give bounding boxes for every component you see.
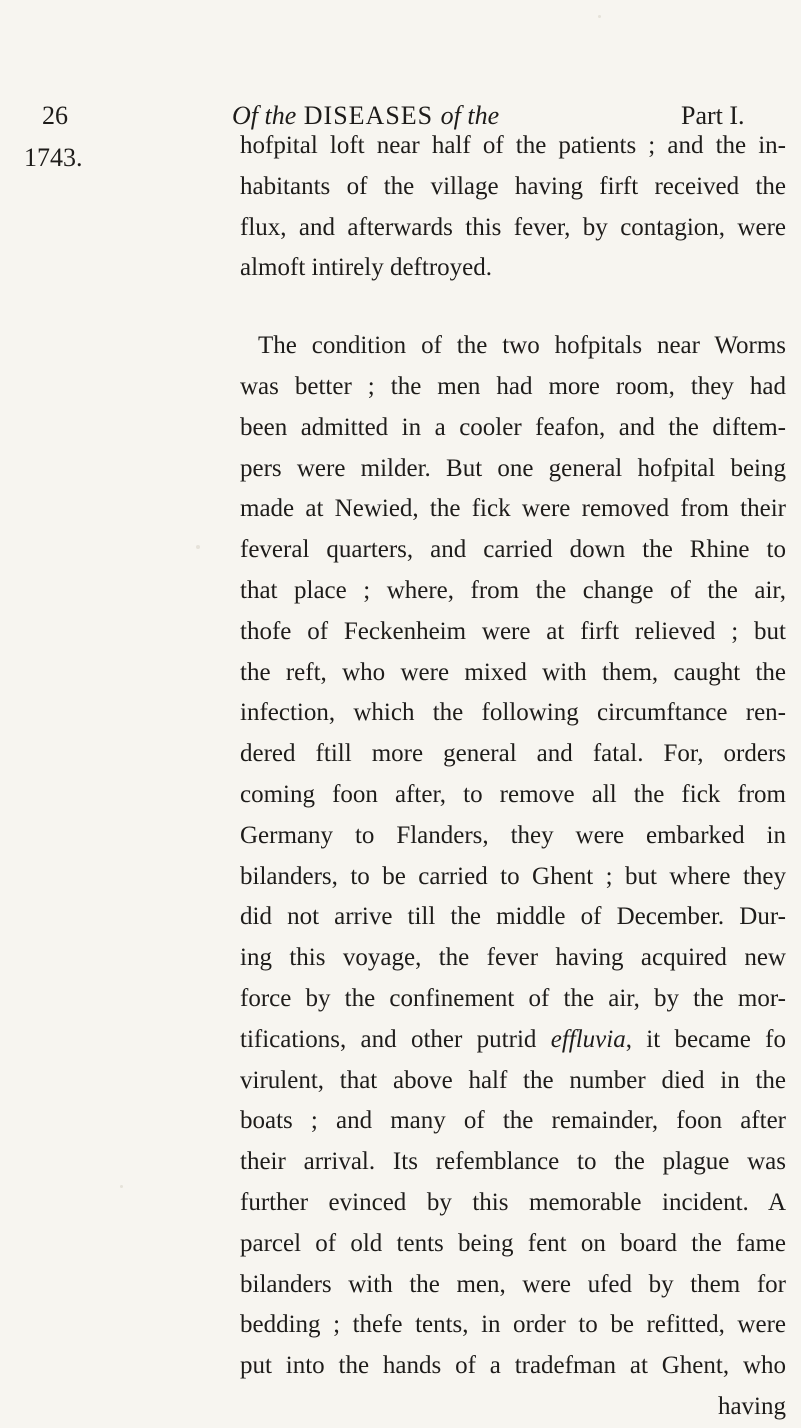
text-line: their arrival. Its refemblance to the plague was bbox=[240, 1148, 786, 1176]
text-line: feveral quarters, and carried down the Rhine to bbox=[240, 536, 786, 564]
text-line: Germany to Flanders, they were embarked in bbox=[240, 821, 786, 849]
paper-speck bbox=[196, 545, 200, 549]
paper-speck bbox=[598, 15, 601, 18]
paragraph-2 bbox=[240, 326, 786, 1387]
text-line: force by the confinement of the air, by the mor- bbox=[240, 984, 786, 1012]
margin-year: 1743. bbox=[24, 143, 83, 172]
text-line: bilanders with the men, were ufed by them for bbox=[240, 1270, 786, 1298]
paper-speck bbox=[120, 1185, 123, 1188]
text-line: the reft, who were mixed with them, caught the bbox=[240, 658, 786, 686]
body-text bbox=[240, 126, 786, 1428]
text-line: thofe of Feckenheim were at firft relieved ; but bbox=[240, 617, 786, 645]
text-line: hofpital loft near half of the patients ; and the in- bbox=[240, 132, 786, 159]
title-prefix: Of the bbox=[232, 101, 297, 130]
title-main: DISEASES bbox=[303, 101, 434, 130]
title-suffix: of the bbox=[440, 101, 500, 130]
text-line: pers were milder. But one general hofpital being bbox=[240, 454, 786, 482]
paragraph-1 bbox=[240, 126, 786, 289]
text-line: further evinced by this memorable incident. A bbox=[240, 1188, 786, 1216]
text-line: was better ; the men had more room, they had bbox=[240, 372, 786, 400]
text-line: been admitted in a cooler feafon, and the diftem- bbox=[240, 413, 786, 441]
text-line: that place ; where, from the change of the air, bbox=[240, 576, 786, 604]
text-line: ing this voyage, the fever having acquired new bbox=[240, 944, 786, 972]
text-line: bedding ; thefe tents, in order to be refitted, were bbox=[240, 1311, 786, 1339]
text-line: put into the hands of a tradefman at Ghent, who bbox=[240, 1352, 786, 1380]
text-line: infection, which the following circumftance ren- bbox=[240, 699, 786, 727]
text-line: parcel of old tents being fent on board the fame bbox=[240, 1229, 786, 1257]
text-line: coming foon after, to remove all the fick from bbox=[240, 780, 786, 808]
text-line: flux, and afterwards this fever, by contagion, were bbox=[240, 213, 786, 241]
text-line: The condition of the two hofpitals near Worms bbox=[258, 332, 786, 360]
catchword: having bbox=[717, 1392, 786, 1420]
italic-word: effluvia bbox=[550, 1025, 626, 1053]
part-label: Part I. bbox=[681, 101, 745, 130]
text-line: made at Newied, the fick were removed from their bbox=[240, 495, 786, 523]
text-line-italic: tifications, and other putrid effluvia, it became fo bbox=[240, 1025, 786, 1053]
page-number: 26 bbox=[42, 101, 68, 130]
text-line: bilanders, to be carried to Ghent ; but where they bbox=[240, 862, 786, 890]
text-line: dered ftill more general and fatal. For, orders bbox=[240, 740, 786, 768]
text-line: did not arrive till the middle of December. Dur- bbox=[240, 903, 786, 931]
text-line: habitants of the village having firft received the bbox=[240, 172, 786, 200]
text-line: virulent, that above half the number died in the bbox=[240, 1066, 786, 1094]
text-line: boats ; and many of the remainder, foon after bbox=[240, 1107, 786, 1135]
text-line: almoft intirely deftroyed. bbox=[240, 254, 493, 282]
